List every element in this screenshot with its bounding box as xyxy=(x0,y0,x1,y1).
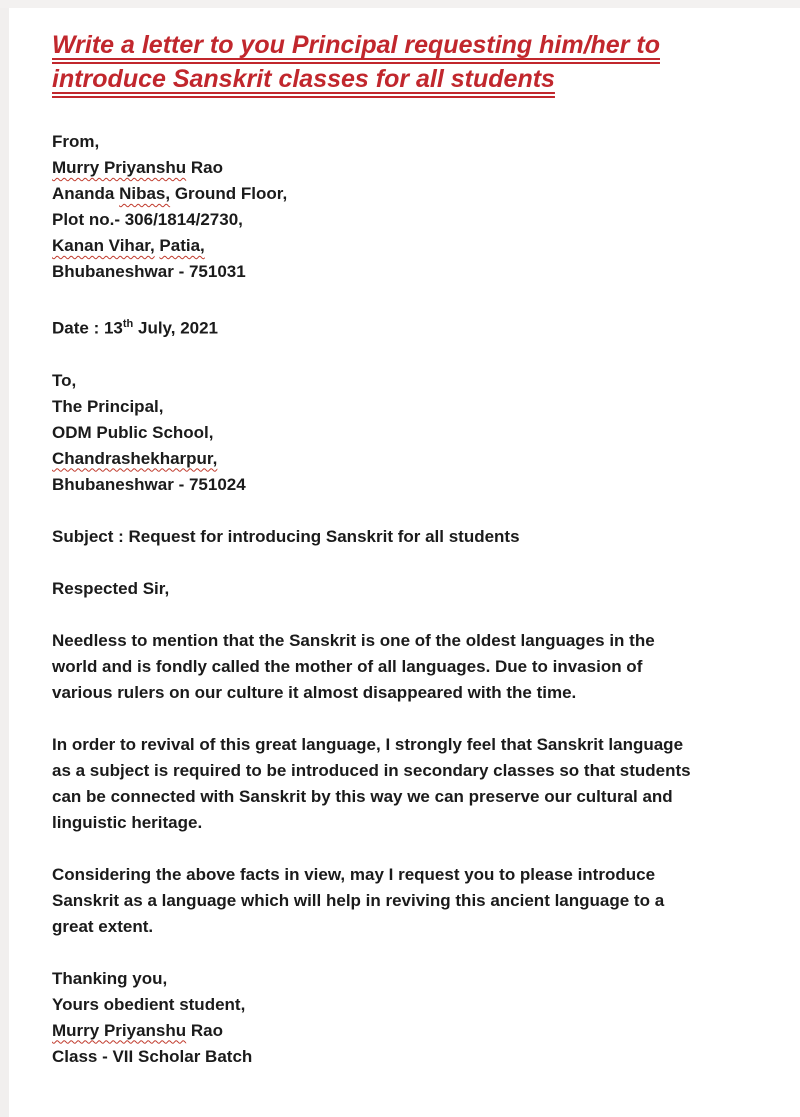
address1-post: Ground Floor, xyxy=(170,184,288,203)
misspelled-word: Patia, xyxy=(159,236,205,255)
letter-title-line1: Write a letter to you Principal requesting him/her to xyxy=(52,31,660,59)
subject-line: Subject : Request for introducing Sanskrit for all students xyxy=(52,526,520,546)
salutation-block xyxy=(52,576,760,602)
subject-block xyxy=(52,524,760,550)
recipient-city: Bhubaneshwar - 751024 xyxy=(52,474,246,494)
paragraph-line: can be connected with Sanskrit by this way we can preserve our cultural and xyxy=(52,786,673,806)
body-paragraph-3 xyxy=(52,862,760,940)
closing-signoff: Yours obedient student, xyxy=(52,994,246,1014)
sender-name-rest: Rao xyxy=(186,158,223,177)
closing-thanks: Thanking you, xyxy=(52,968,168,988)
salutation-line: Respected Sir, xyxy=(52,578,170,598)
sender-address-4: Bhubaneshwar - 751031 xyxy=(52,262,246,281)
to-label: To, xyxy=(52,370,77,390)
page-edge-top xyxy=(0,0,800,8)
sender-name xyxy=(52,155,760,181)
paragraph-line: as a subject is required to be introduced in secondary classes so that students xyxy=(52,760,691,780)
sender-address-3 xyxy=(52,233,760,259)
signature-name-rest: Rao xyxy=(186,1020,223,1040)
recipient-title: The Principal, xyxy=(52,396,164,416)
misspelled-word: Chandrashekharpur, xyxy=(52,448,218,468)
recipient-school: ODM Public School, xyxy=(52,422,214,442)
date-ordinal-suffix: th xyxy=(122,318,134,330)
signature-class: Class - VII Scholar Batch xyxy=(52,1046,253,1066)
date-line xyxy=(52,311,760,342)
paragraph-line: In order to revival of this great language, I strongly feel that Sanskrit language xyxy=(52,734,684,754)
misspelled-word: Nibas, xyxy=(119,184,171,203)
sender-address-1 xyxy=(52,181,760,207)
from-label: From, xyxy=(52,132,100,151)
paragraph-line: linguistic heritage. xyxy=(52,812,203,832)
closing-block xyxy=(52,966,760,1070)
paragraph-line: Sanskrit as a language which will help in reviving this ancient language to a xyxy=(52,890,665,910)
paragraph-line: various rulers on our culture it almost disappeared with the time. xyxy=(52,682,577,702)
misspelled-word: Kanan Vihar, xyxy=(52,236,155,255)
body-paragraph-2 xyxy=(52,732,760,836)
paragraph-line: world and is fondly called the mother of all languages. Due to invasion of xyxy=(52,656,643,676)
body-paragraph-1 xyxy=(52,628,760,706)
letter-title xyxy=(52,28,760,96)
date-pre: Date : 13 xyxy=(52,318,123,338)
from-block xyxy=(52,129,760,285)
date-block xyxy=(52,311,760,342)
paragraph-line: Needless to mention that the Sanskrit is one of the oldest languages in the xyxy=(52,630,655,650)
letter-title-line2: introduce Sanskrit classes for all students xyxy=(52,65,555,93)
date-post: July, 2021 xyxy=(133,318,219,338)
misspelled-word: Murry Priyanshu xyxy=(52,158,187,177)
paragraph-line: Considering the above facts in view, may I request you to please introduce xyxy=(52,864,656,884)
sender-address-2: Plot no.- 306/1814/2730, xyxy=(52,210,243,229)
to-block xyxy=(52,368,760,498)
paragraph-line: great extent. xyxy=(52,916,154,936)
signature-name xyxy=(52,1018,760,1044)
page-edge-left xyxy=(0,0,9,1117)
misspelled-word: Murry Priyanshu xyxy=(52,1020,187,1040)
address1-pre: Ananda xyxy=(52,184,120,203)
recipient-area xyxy=(52,446,760,472)
